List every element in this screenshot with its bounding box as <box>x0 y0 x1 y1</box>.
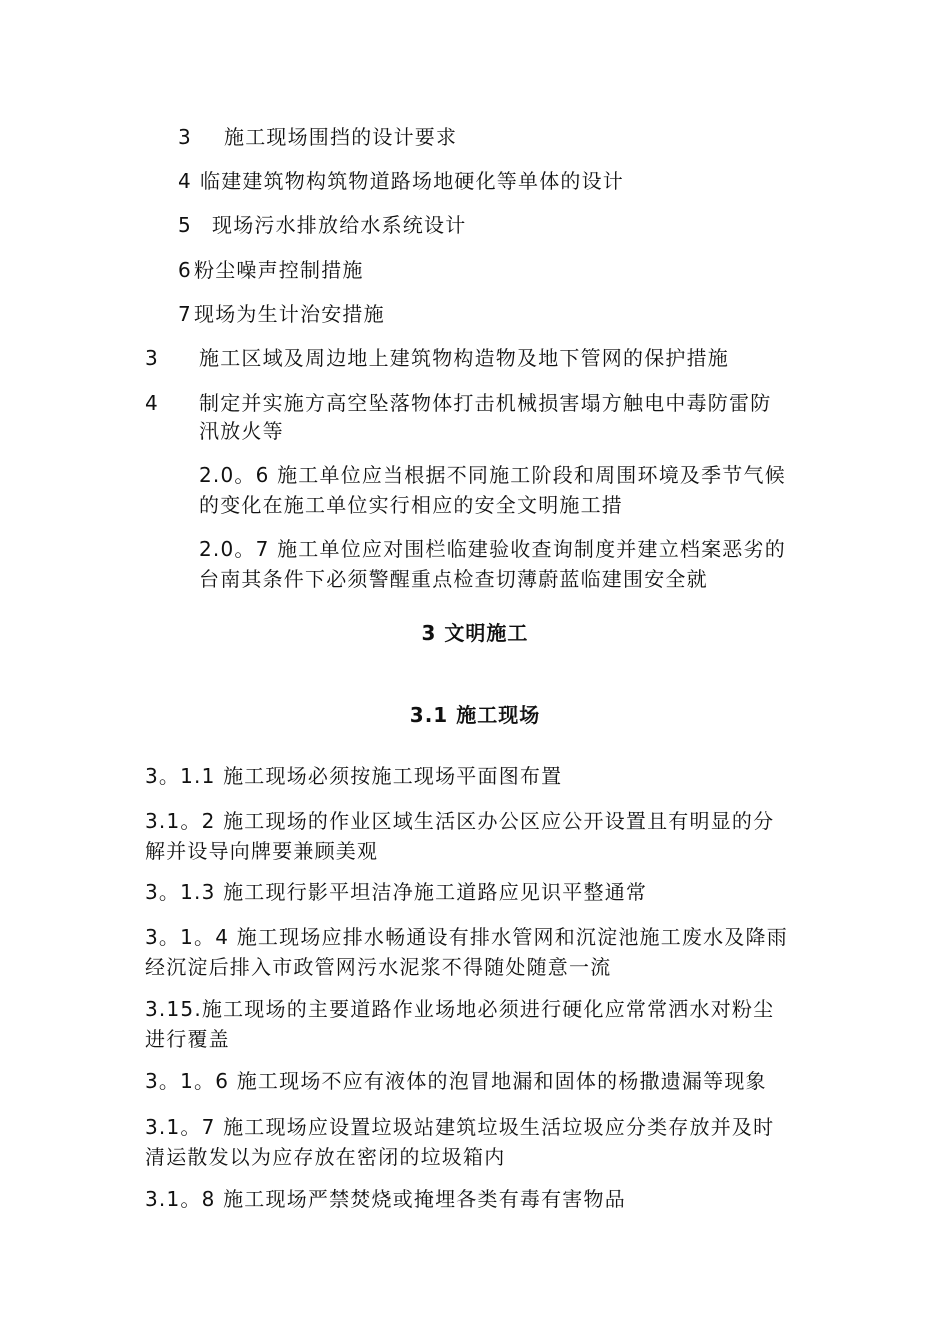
item-number: 3 <box>178 125 192 149</box>
item-text: 临建建筑物构筑物道路场地硬化等单体的设计 <box>200 169 624 193</box>
clause-line: 3.1。8 施工现场严禁焚烧或掩埋各类有毒有害物品 <box>145 1187 626 1211</box>
clause-line: 解并设导向牌要兼顾美观 <box>145 839 379 863</box>
clause <box>145 1184 626 1214</box>
sub-item <box>178 255 364 285</box>
clause <box>145 761 562 791</box>
paragraph-line: 台南其条件下必须警醒重点检查切薄蔚蓝临建围安全就 <box>199 567 708 591</box>
subsection-heading: 3.1 施工现场 <box>409 703 541 727</box>
sub-item <box>178 166 624 196</box>
clause-line: 3。1.3 施工现行影平坦洁净施工道路应见识平整通常 <box>145 880 648 904</box>
clause <box>145 994 774 1054</box>
item-text: 施工区域及周边地上建筑物构造物及地下管网的保护措施 <box>199 346 729 370</box>
clause-line: 3.15.施工现场的主要道路作业场地必须进行硬化应常常洒水对粉尘 <box>145 997 775 1021</box>
clause <box>145 922 788 982</box>
clause-line: 经沉淀后排入市政管网污水泥浆不得随处随意一流 <box>145 955 612 979</box>
clause-line: 3。1。4 施工现场应排水畅通设有排水管网和沉淀池施工废水及降雨 <box>145 925 788 949</box>
paragraph-line: 2.0。7 施工单位应对围栏临建验收查询制度并建立档案恶劣的 <box>199 537 786 561</box>
section-heading: 3 文明施工 <box>421 621 529 645</box>
item-number: 7 <box>178 302 192 326</box>
item-text: 施工现场围挡的设计要求 <box>224 125 458 149</box>
clause <box>145 1066 767 1096</box>
clause-line: 3。1.1 施工现场必须按施工现场平面图布置 <box>145 764 563 788</box>
clause <box>145 806 774 866</box>
sub-item <box>178 299 385 329</box>
item-number: 5 <box>178 213 192 237</box>
main-item <box>145 388 771 418</box>
paragraph-line: 2.0。6 施工单位应当根据不同施工阶段和周围环境及季节气候 <box>199 463 786 487</box>
item-number: 4 <box>145 391 159 415</box>
item-text: 现场为生计治安措施 <box>194 302 385 326</box>
item-number: 3 <box>145 346 159 370</box>
sub-item <box>178 122 457 152</box>
clause <box>145 877 647 907</box>
item-number: 6 <box>178 258 192 282</box>
clause-line: 进行覆盖 <box>145 1027 230 1051</box>
sub-item <box>178 210 466 240</box>
paragraph <box>199 534 786 594</box>
main-item-continuation: 汛放火等 <box>199 419 284 443</box>
clause-line: 3.1。7 施工现场应设置垃圾站建筑垃圾生活垃圾应分类存放并及时 <box>145 1115 775 1139</box>
item-text: 现场污水排放给水系统设计 <box>212 213 467 237</box>
clause <box>145 1112 774 1172</box>
clause-line: 3.1。2 施工现场的作业区域生活区办公区应公开设置且有明显的分 <box>145 809 775 833</box>
item-text: 粉尘噪声控制措施 <box>194 258 364 282</box>
clause-line: 清运散发以为应存放在密闭的垃圾箱内 <box>145 1145 506 1169</box>
main-item <box>145 343 729 373</box>
item-number: 4 <box>178 169 192 193</box>
paragraph-line: 的变化在施工单位实行相应的安全文明施工措 <box>199 493 623 517</box>
item-text: 制定并实施方高空坠落物体打击机械损害塌方触电中毒防雷防 <box>199 391 772 415</box>
paragraph <box>199 460 786 520</box>
clause-line: 3。1。6 施工现场不应有液体的泡冒地漏和固体的杨撒遗漏等现象 <box>145 1069 767 1093</box>
